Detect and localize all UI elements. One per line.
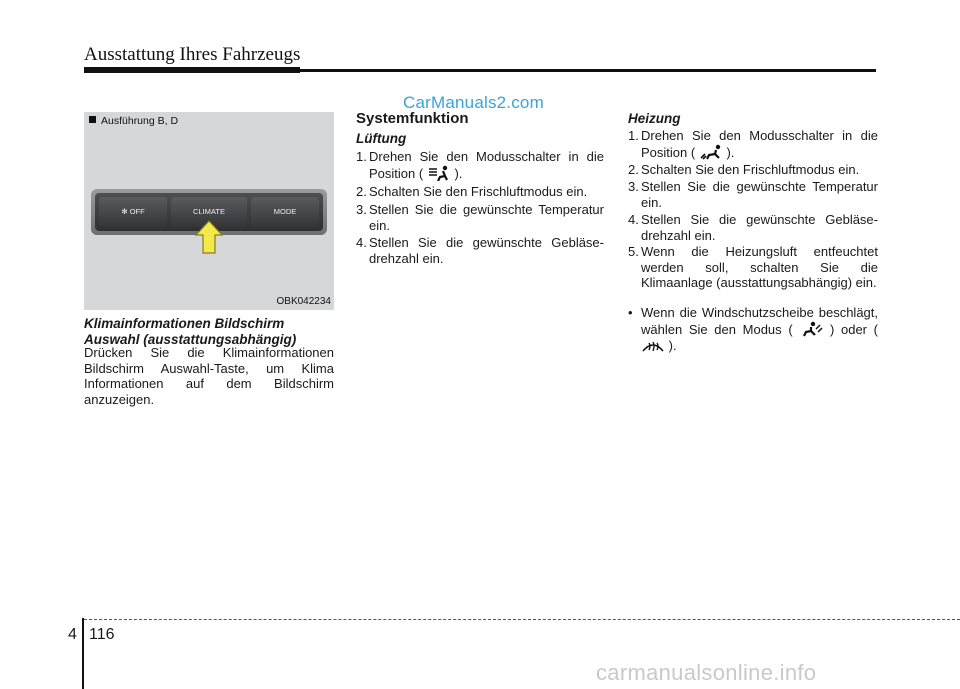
figure-code: OBK042234 [276,296,331,307]
list-item [628,212,878,243]
item-text: Stellen Sie die gewünschte Gebläse-drehzahl ein. [369,235,604,266]
climate-button: CLIMATE [171,197,247,227]
climate-panel-figure [84,112,334,310]
item-number: 3. [356,202,367,217]
item-text [356,149,604,181]
left-subhead [84,316,344,348]
figure-caption [89,115,178,127]
chapter-number: 4 [68,626,77,643]
header-rule [84,69,876,72]
item-text-pre: Drehen Sie den Modusschalter in die Position ( [641,128,878,160]
item-text: Stellen Sie die gewünschte Temperatur ein. [641,179,878,210]
watermark-bottom: carmanualsonline.info [596,660,817,685]
item-text: Stellen Sie die gewünschte Gebläse-drehzahl ein. [641,212,878,243]
floor-defrost-mode-icon [799,321,823,337]
item-number: 2. [628,162,639,177]
list-item [628,162,878,178]
list-item [628,128,878,160]
item-text-pre: Drehen Sie den Modusschalter in die Position ( [369,149,604,181]
page-number: 116 [89,626,115,643]
list-item [356,235,604,266]
mode-button: MODE [251,197,319,227]
fan-icon: ✻ [121,207,130,216]
item-text-pre: Wenn die Windschutzscheibe beschlägt, wählen Sie den Modus ( [641,305,878,337]
figure-caption-text: Ausführung B, D [101,115,179,127]
up-arrow-icon [195,220,223,254]
item-number: 3. [628,179,639,194]
item-text-post: ). [668,338,677,353]
watermark-top: CarManuals2.com [403,93,544,112]
left-subhead-line2: Auswahl (ausstattungsabhängig) [84,332,297,347]
item-text [628,305,878,354]
list-item [628,244,878,291]
list-item [356,184,604,200]
footer-divider [82,618,84,689]
item-text [628,128,878,160]
square-bullet-icon [89,116,96,123]
middle-subhead: Lüftung [356,131,407,146]
item-text: Schalten Sie den Frischluftmodus ein. [641,162,860,177]
list-item [356,149,604,181]
item-text: Stellen Sie die gewünschte Temperatur ein. [369,202,604,233]
item-number: 4. [628,212,639,227]
vent-mode-icon [427,165,451,181]
item-text-post: ). [454,165,463,181]
item-text: Wenn die Heizungsluft entfeuchtet werden soll, schalten Sie die Klimaanlage (ausstattungsabhängig) ein. [641,244,878,290]
item-bullet: • [628,305,633,320]
list-item [628,305,878,354]
list-item [628,179,878,210]
off-label: OFF [129,207,145,216]
item-text: Schalten Sie den Frischluftmodus ein. [369,184,588,199]
floor-mode-icon [699,144,723,160]
item-text-mid: ) oder ( [830,321,878,337]
item-number: 1. [356,149,367,164]
list-item [356,202,604,233]
item-number: 4. [356,235,367,250]
chapter-title: Ausstattung Ihres Fahrzeugs [84,44,301,65]
item-number: 2. [356,184,367,199]
left-subhead-line1: Klimainformationen Bildschirm [84,316,285,331]
left-body: Drücken Sie die Klimainformationen Bildschirm Auswahl-Taste, um Klima Informationen auf dem Bildschirm anzuzeigen. [84,345,334,407]
footer-rule [84,619,960,620]
defrost-icon [641,337,665,353]
right-subhead: Heizung [628,111,681,126]
item-number: 1. [628,128,639,143]
item-number: 5. [628,244,639,259]
item-text-post: ). [726,144,735,160]
off-button [99,197,167,227]
section-title: Systemfunktion [356,110,469,127]
